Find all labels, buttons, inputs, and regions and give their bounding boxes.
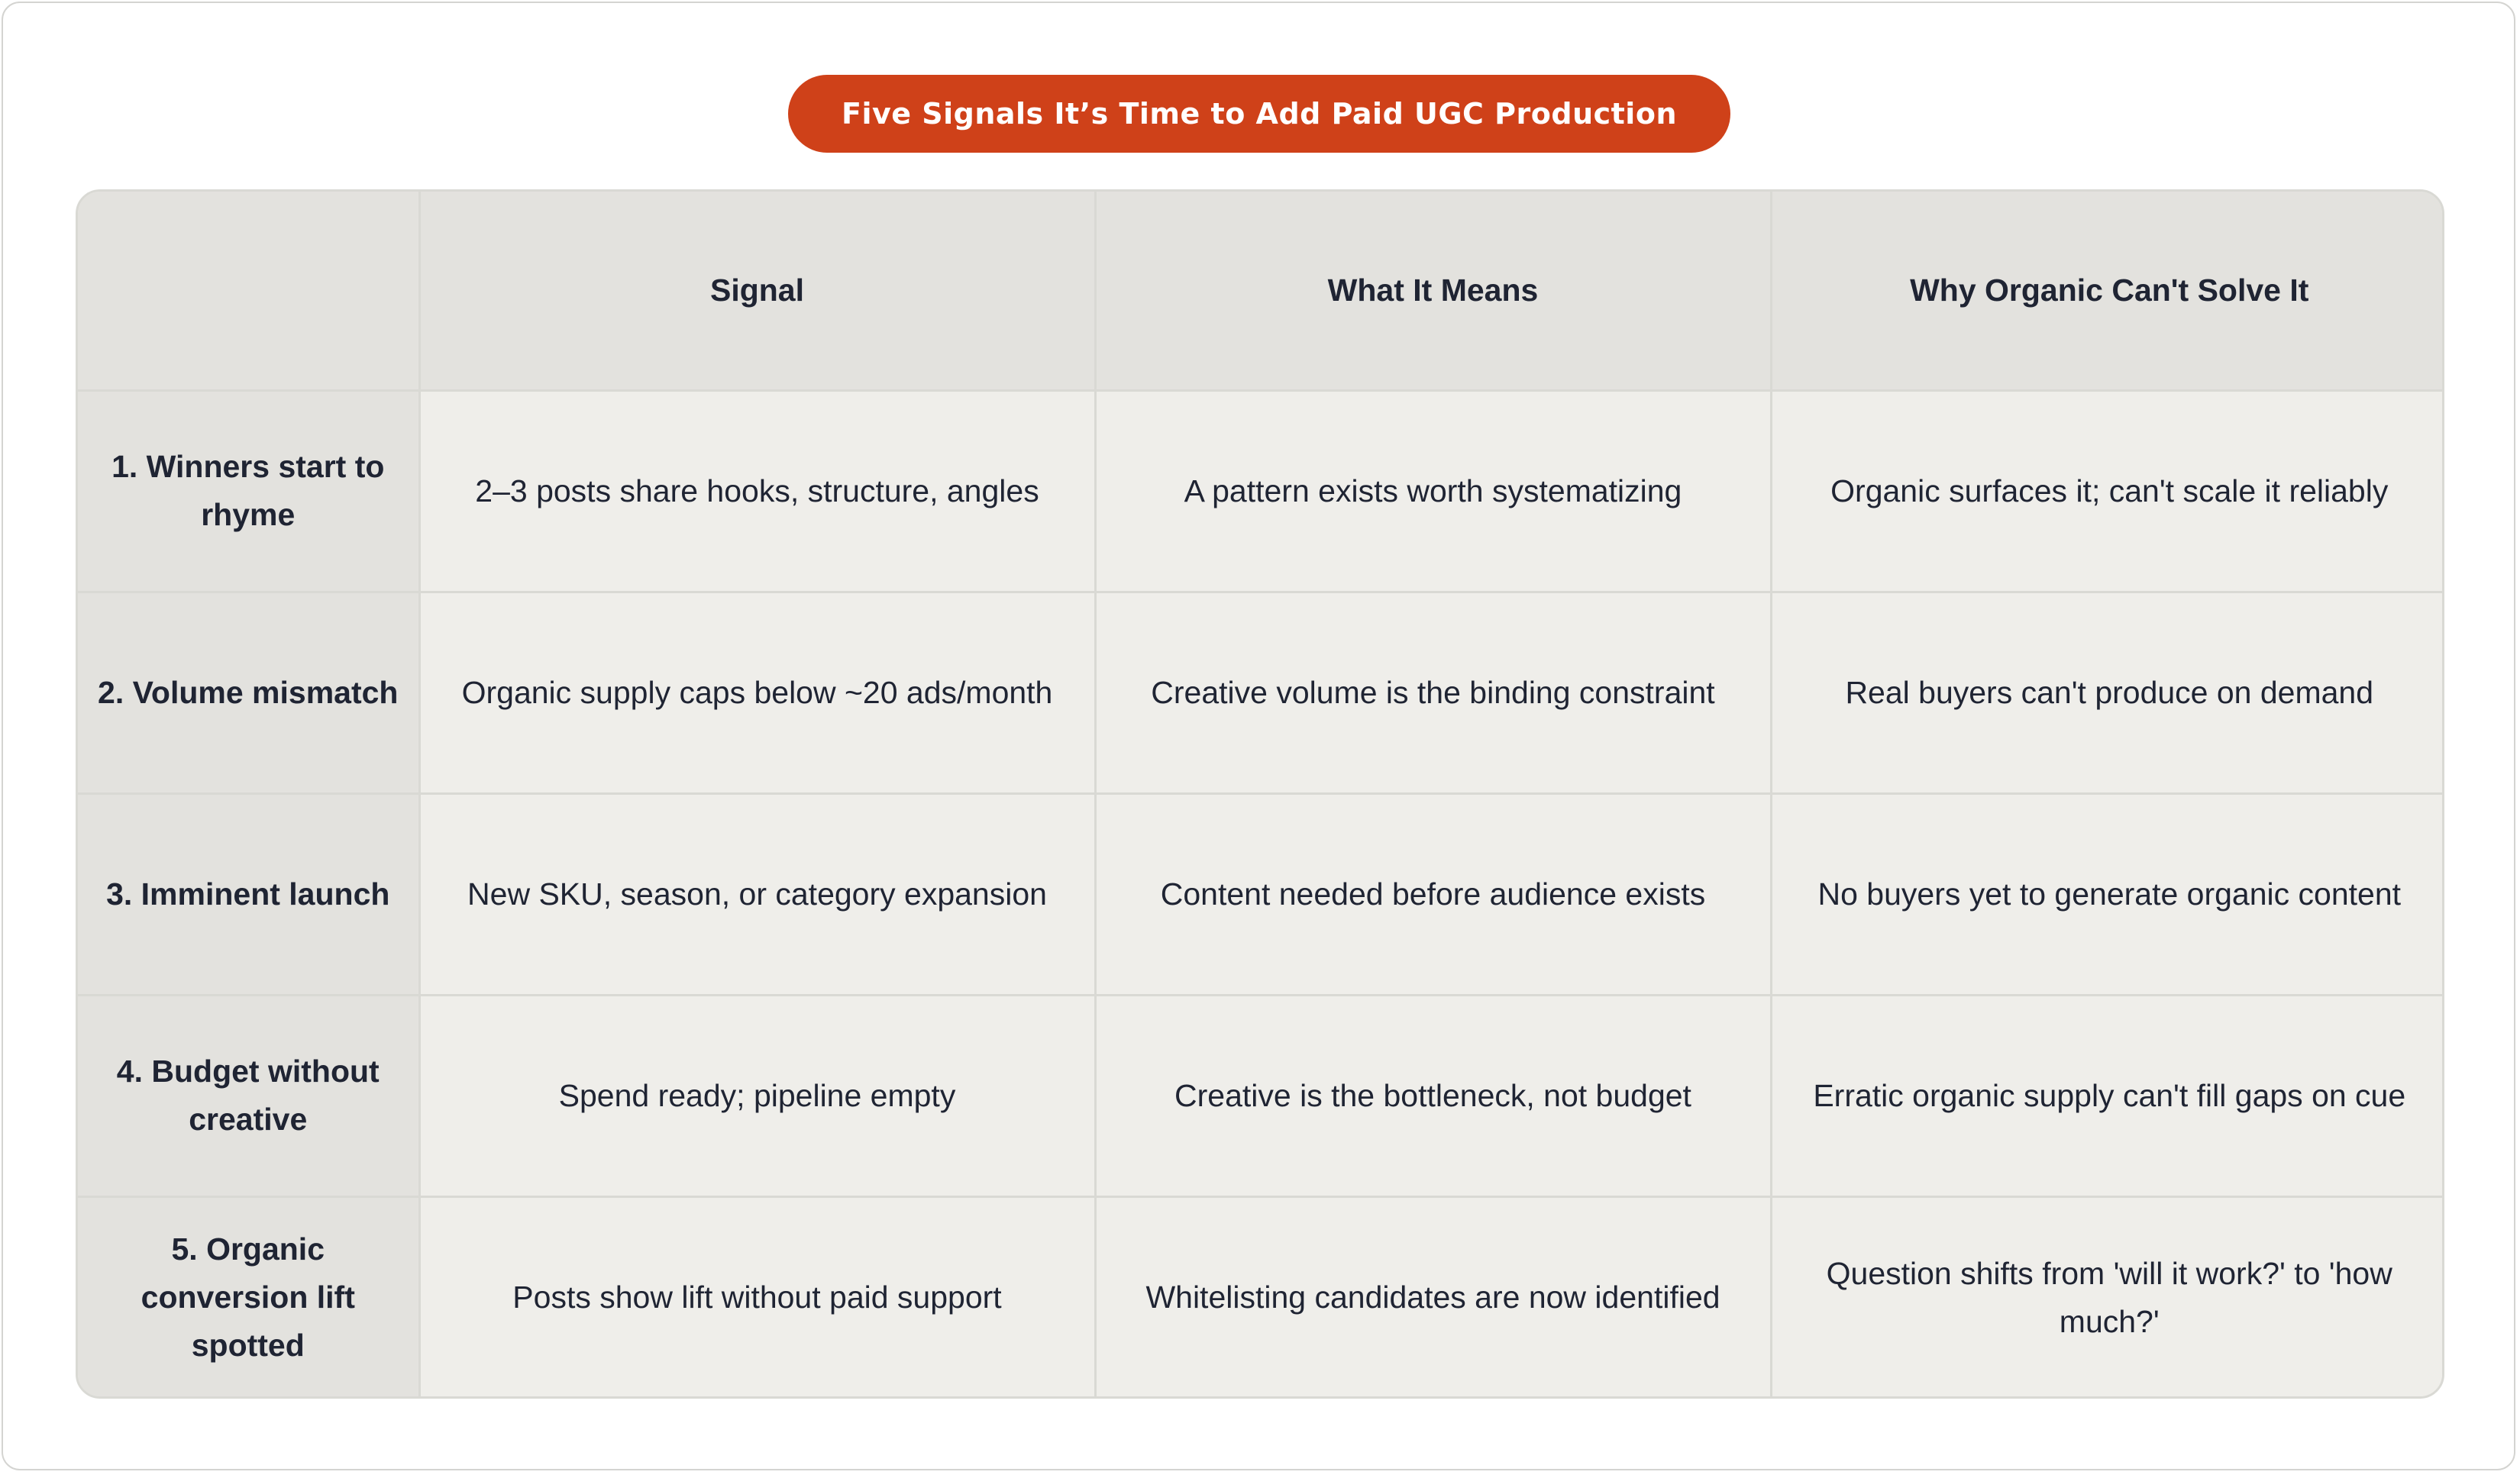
row-label: 4. Budget without creative: [78, 995, 419, 1196]
table-row: [78, 1196, 2444, 1398]
signal-cell: Organic supply caps below ~20 ads/month: [419, 592, 1095, 793]
why-organic-cell: Real buyers can't produce on demand: [1771, 592, 2444, 793]
why-organic-cell: Question shifts from 'will it work?' to 'how much?': [1771, 1196, 2444, 1398]
signal-cell: Spend ready; pipeline empty: [419, 995, 1095, 1196]
header-what-it-means: What It Means: [1095, 192, 1771, 390]
signals-table: [78, 192, 2444, 1398]
meaning-cell: A pattern exists worth systematizing: [1095, 390, 1771, 592]
why-organic-cell: No buyers yet to generate organic content: [1771, 793, 2444, 995]
why-organic-cell: Organic surfaces it; can't scale it reliably: [1771, 390, 2444, 592]
meaning-cell: Creative is the bottleneck, not budget: [1095, 995, 1771, 1196]
title-badge: [788, 75, 1730, 153]
row-label: 5. Organic conversion lift spotted: [78, 1196, 419, 1398]
row-label: 2. Volume mismatch: [78, 592, 419, 793]
header-corner: [78, 192, 419, 390]
meaning-cell: Content needed before audience exists: [1095, 793, 1771, 995]
signal-cell: Posts show lift without paid support: [419, 1196, 1095, 1398]
header-why-organic: Why Organic Can't Solve It: [1771, 192, 2444, 390]
title-text: Five Signals It’s Time to Add Paid UGC Production: [841, 97, 1677, 131]
signals-table-container: [76, 189, 2444, 1399]
why-organic-cell: Erratic organic supply can't fill gaps on cue: [1771, 995, 2444, 1196]
table-row: [78, 592, 2444, 793]
signal-cell: 2–3 posts share hooks, structure, angles: [419, 390, 1095, 592]
signal-cell: New SKU, season, or category expansion: [419, 793, 1095, 995]
row-label: 1. Winners start to rhyme: [78, 390, 419, 592]
table-row: [78, 390, 2444, 592]
table-row: [78, 793, 2444, 995]
meaning-cell: Whitelisting candidates are now identified: [1095, 1196, 1771, 1398]
row-label: 3. Imminent launch: [78, 793, 419, 995]
table-row: [78, 995, 2444, 1196]
table-header-row: [78, 192, 2444, 390]
header-signal: Signal: [419, 192, 1095, 390]
meaning-cell: Creative volume is the binding constraint: [1095, 592, 1771, 793]
